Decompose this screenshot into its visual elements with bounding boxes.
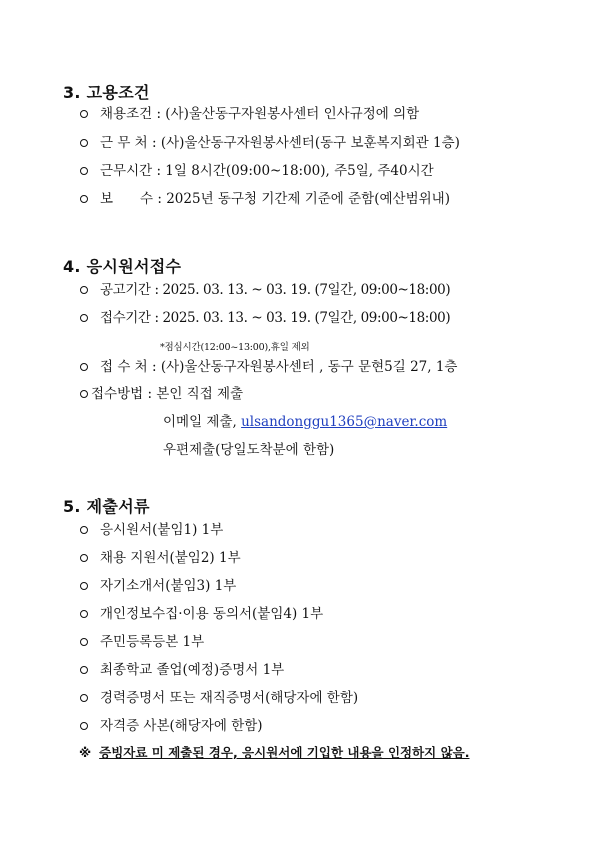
circle-bullet-icon bbox=[80, 390, 88, 398]
document-item: 주민등록등본 1부 bbox=[80, 633, 204, 651]
circle-bullet-icon bbox=[80, 363, 88, 371]
circle-bullet-icon bbox=[80, 582, 88, 590]
circle-bullet-icon bbox=[80, 722, 88, 730]
circle-bullet-icon bbox=[80, 554, 88, 562]
section-4-heading: 4. 응시원서접수 bbox=[63, 257, 182, 276]
document-item: 최종학교 졸업(예정)증명서 1부 bbox=[80, 661, 284, 679]
circle-bullet-icon bbox=[80, 139, 88, 147]
section-5-heading: 5. 제출서류 bbox=[63, 497, 150, 516]
circle-bullet-icon bbox=[80, 314, 88, 322]
condition-pay: 보 수 : 2025년 동구청 기간제 기준에 준함(예산범위내) bbox=[80, 190, 450, 208]
email-submission: 이메일 제출, ulsandonggu1365@naver.com bbox=[163, 414, 448, 430]
circle-bullet-icon bbox=[80, 638, 88, 646]
receipt-method: 접수방법 : 본인 직접 제출 bbox=[80, 385, 243, 403]
email-link[interactable]: ulsandonggu1365@naver.com bbox=[241, 414, 448, 430]
condition-employment: 채용조건 : (사)울산동구자원봉사센터 인사규정에 의함 bbox=[80, 105, 419, 123]
section-3-heading: 3. 고용조건 bbox=[63, 83, 150, 102]
document-item: 개인정보수집·이용 동의서(붙임4) 1부 bbox=[80, 605, 323, 623]
circle-bullet-icon bbox=[80, 110, 88, 118]
condition-hours: 근무시간 : 1일 8시간(09:00~18:00), 주5일, 주40시간 bbox=[80, 162, 434, 180]
circle-bullet-icon bbox=[80, 167, 88, 175]
circle-bullet-icon bbox=[80, 526, 88, 534]
circle-bullet-icon bbox=[80, 666, 88, 674]
evidence-warning: ※ 증빙자료 미 제출된 경우, 응시원서에 기입한 내용을 인정하지 않음. bbox=[79, 745, 470, 760]
receipt-office: 접 수 처 : (사)울산동구자원봉사센터 , 동구 문현5길 27, 1층 bbox=[80, 358, 457, 376]
document-item: 응시원서(붙임1) 1부 bbox=[80, 521, 223, 539]
circle-bullet-icon bbox=[80, 195, 88, 203]
document-item: 자기소개서(붙임3) 1부 bbox=[80, 577, 236, 595]
circle-bullet-icon bbox=[80, 694, 88, 702]
circle-bullet-icon bbox=[80, 610, 88, 618]
reference-mark-icon: ※ bbox=[79, 745, 92, 760]
period-note: *점심시간(12:00~13:00),휴일 제외 bbox=[160, 342, 310, 353]
document-item: 자격증 사본(해당자에 한함) bbox=[80, 717, 263, 735]
postal-submission: 우편제출(당일도착분에 한함) bbox=[163, 442, 335, 458]
document-item: 채용 지원서(붙임2) 1부 bbox=[80, 549, 241, 567]
condition-workplace: 근 무 처 : (사)울산동구자원봉사센터(동구 보훈복지회관 1층) bbox=[80, 134, 460, 152]
notice-period: 공고기간 : 2025. 03. 13. ~ 03. 19. (7일간, 09:00~18:00) bbox=[80, 281, 450, 299]
receipt-period: 접수기간 : 2025. 03. 13. ~ 03. 19. (7일간, 09:00~18:00) bbox=[80, 309, 450, 327]
document-item: 경력증명서 또는 재직증명서(해당자에 한함) bbox=[80, 689, 358, 707]
circle-bullet-icon bbox=[80, 286, 88, 294]
